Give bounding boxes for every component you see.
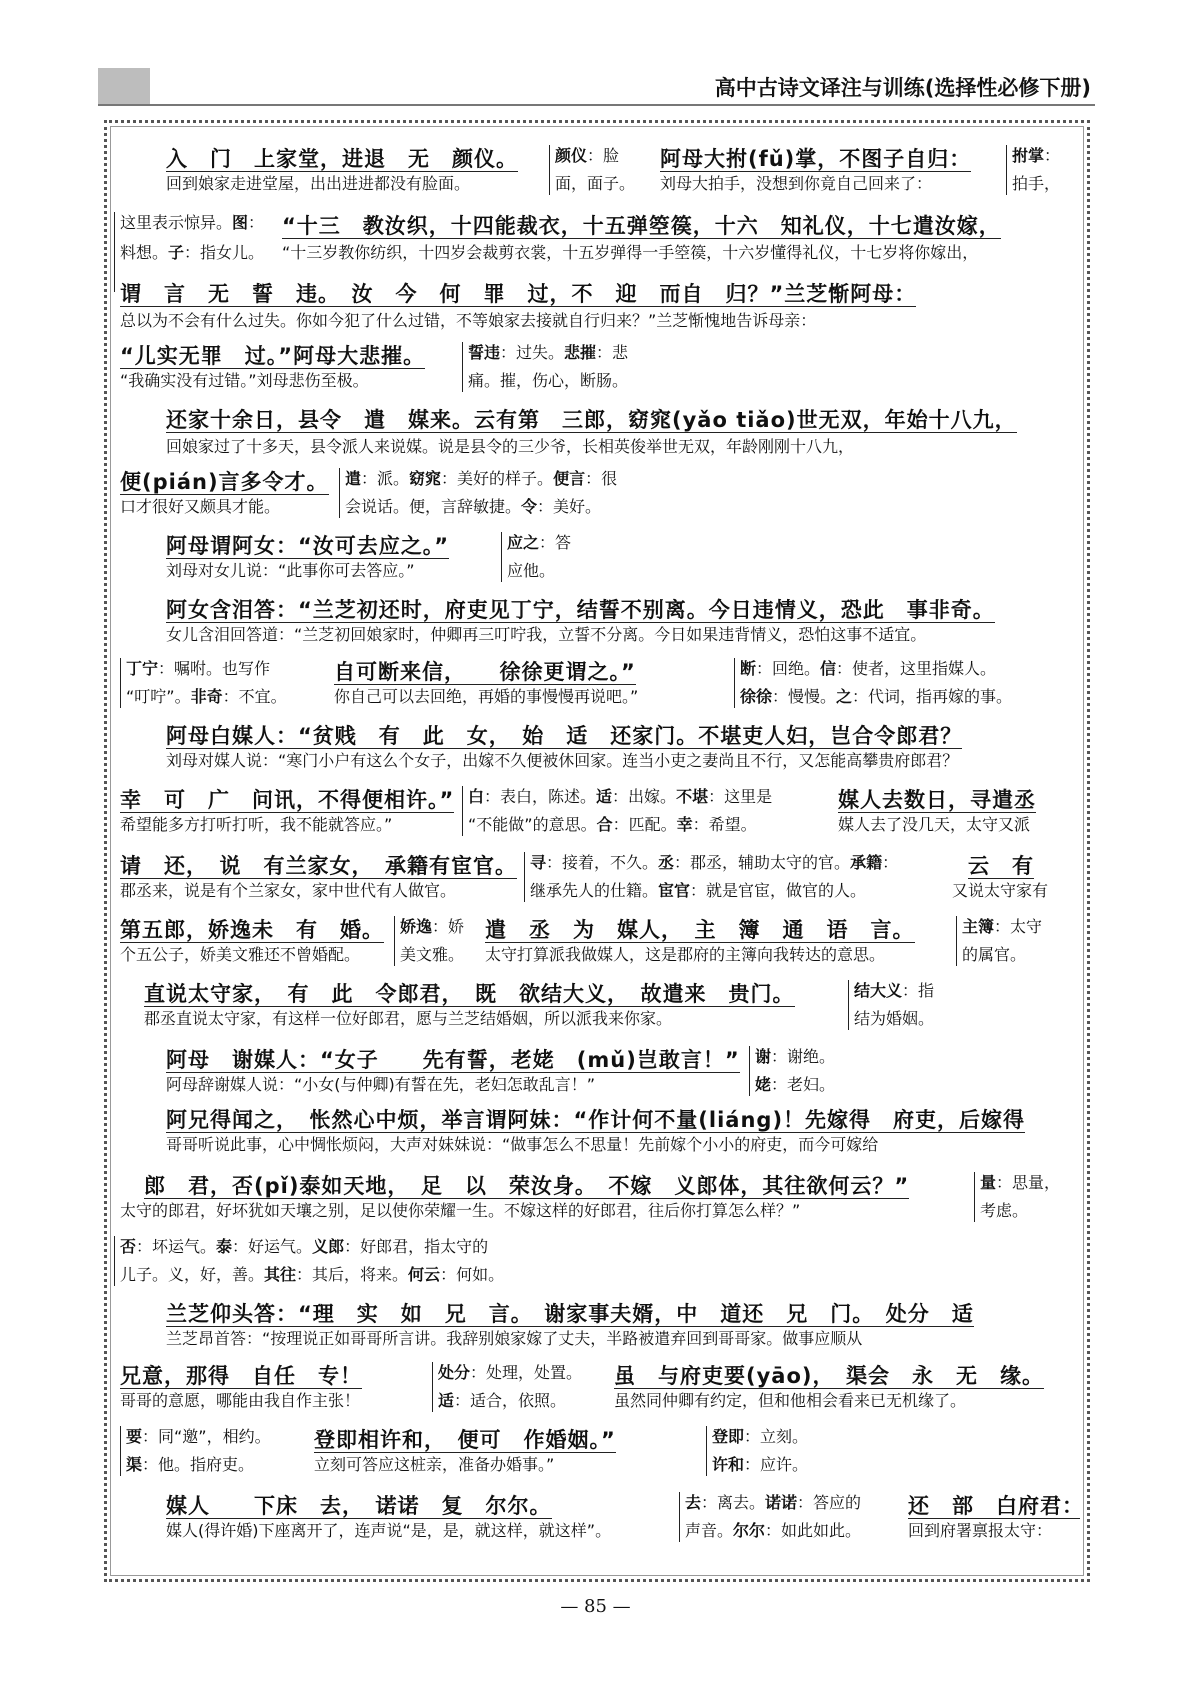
original-underline: [166, 1072, 740, 1073]
annotation-line: 登即：立刻。: [712, 1427, 809, 1446]
original-underline: [166, 171, 518, 172]
annotation-bracket: [974, 1172, 975, 1222]
annotation-bracket: [120, 1426, 121, 1476]
original-underline: [166, 558, 449, 559]
annotation-bracket: [749, 1046, 750, 1096]
annotation-line: 誓违：过失。悲摧：悲: [468, 343, 629, 362]
annotation-bracket: [706, 1426, 707, 1476]
annotation-bracket: [734, 658, 735, 708]
original-underline: [120, 494, 329, 495]
translation-line: 太守的郎君，好坏犹如天壤之别，足以使你荣耀一生。不嫁这样的好郎君，往后你打算怎么样？”: [120, 1201, 801, 1220]
annotation-line: 声音。尔尔：如此如此。: [685, 1521, 862, 1540]
original-text-line: 阿母 谢媒人：“女子 先有誓，老姥 (mǔ)岂敢言！”: [166, 1048, 740, 1072]
original-underline: [660, 171, 971, 172]
translation-line: 回到娘家走进堂屋，出出进进都没有脸面。: [166, 174, 471, 193]
original-text-line: 还 部 白府君：: [908, 1494, 1084, 1518]
original-text-line: 郎 君，否(pǐ)泰如天地， 足 以 荣汝身。 不嫁 义郎体，其往欲何云？”: [144, 1174, 910, 1198]
annotation-line: 儿子。义，好，善。其往：其后，将来。何云：何如。: [120, 1265, 505, 1284]
original-underline: [120, 368, 425, 369]
original-text-line: 登即相许和， 便可 作婚姻。”: [314, 1428, 616, 1452]
annotation-line: 寻：接着，不久。丞：郡丞，辅助太守的官。承籍：: [530, 853, 899, 872]
original-underline: [334, 684, 636, 685]
annotation-line: “不能做”的意思。合：匹配。幸：希望。: [468, 815, 757, 834]
book-title: 高中古诗文译注与训练(选择性必修下册): [714, 76, 1091, 100]
translation-line: 个五公子，娇美文雅还不曾婚配。: [120, 945, 361, 964]
translation-line: 虽然同仲卿有约定，但和他相会看来已无机缘了。: [614, 1391, 967, 1410]
translation-line: 阿母辞谢媒人说：“小女(与仲卿)有誓在先，老妇怎敢乱言！”: [166, 1075, 596, 1094]
annotation-line: 处分：处理，处置。: [438, 1363, 583, 1382]
annotation-line: 白：表白，陈述。适：出嫁。不堪：这里是: [468, 787, 773, 806]
original-text-line: 请 还， 说 有兰家女， 承籍有宦官。: [120, 854, 517, 878]
translation-line: 回娘家过了十多天，县令派人来说媒。说是县令的三少爷，长相英俊举世无双，年龄刚刚十八九，: [166, 437, 855, 456]
page-number: — 85 —: [560, 1596, 631, 1617]
original-underline: [314, 1452, 616, 1453]
annotation-bracket: [339, 468, 340, 518]
original-text-line: 兰芝仰头答：“理 实 如 兄 言。 谢家事夫婿，中 道还 兄 门。 处分 适: [166, 1302, 974, 1326]
original-text-line: 入 门 上家堂，进退 无 颜仪。: [166, 147, 518, 171]
original-underline: [838, 812, 1036, 813]
original-text-line: 第五郎，娇逸未 有 婚。: [120, 918, 384, 942]
translation-line: 总以为不会有什么过失。你如今犯了什么过错，不等娘家去接就自行归来？”兰芝惭愧地告诉母亲：: [120, 311, 817, 330]
annotation-line: 否：坏运气。泰：好运气。义郎：好郎君，指太守的: [120, 1237, 489, 1256]
annotation-line: 要：同“邀”，相约。: [126, 1427, 271, 1446]
annotation-line: 适：适合，依照。: [438, 1391, 567, 1410]
original-underline: [120, 812, 454, 813]
original-underline: [485, 942, 915, 943]
original-text-line: 阿兄得闻之， 怅然心中烦，举言谓阿妹：“作计何不量(liáng)！先嫁得 府吏，后嫁得: [166, 1108, 1026, 1132]
annotation-bracket: [462, 342, 463, 392]
annotation-line: 谢：谢绝。: [755, 1047, 836, 1066]
original-text-line: 遣 丞 为 媒人， 主 簿 通 语 言。: [485, 918, 915, 942]
translation-line: “十三岁教你纺织，十四岁会裁剪衣裳，十五岁弹得一手箜篌，十六岁懂得礼仪，十七岁将你嫁出，: [282, 243, 979, 262]
annotation-line: 拍手，: [1012, 174, 1061, 193]
translation-line: 回到府署禀报太守：: [908, 1521, 1053, 1540]
annotation-line: 这里表示惊异。图：: [120, 213, 265, 232]
original-underline: [120, 878, 517, 879]
annotation-line: 会说话。便，言辞敏捷。令：美好。: [345, 497, 602, 516]
annotation-line: 颜仪：脸: [555, 146, 620, 165]
annotation-bracket: [394, 916, 395, 966]
translation-line: 你自己可以去回绝，再婚的事慢慢再说吧。”: [334, 687, 639, 706]
annotation-line: 的属官。: [962, 945, 1027, 964]
annotation-line: 面，面子。: [555, 174, 636, 193]
annotation-line: 结大义：指: [854, 981, 935, 1000]
original-underline: [166, 748, 962, 749]
original-text-line: 媒人 下床 去， 诺诺 复 尔尔。: [166, 1494, 552, 1518]
annotation-bracket: [549, 145, 550, 195]
original-underline: [120, 942, 384, 943]
translation-line: 哥哥听说此事，心中惆怅烦闷，大声对妹妹说：“做事怎么不思量！先前嫁个小小的府吏，而今可嫁给: [166, 1135, 879, 1154]
original-text-line: 谓 言 无 誓 违。 汝 今 何 罪 过，不 迎 而自 归？”兰芝惭阿母：: [120, 282, 917, 306]
annotation-line: “叮咛”。非奇：不宜。: [126, 687, 287, 706]
original-text-line: 还家十余日，县令 遣 媒来。云有第 三郎，窈窕(yǎo tiǎo)世无双，年始十八九，: [166, 408, 1017, 432]
original-text-line: 兄意，那得 自任 专！: [120, 1364, 362, 1388]
annotation-line: 遣：派。窈窕：美好的样子。便言：很: [345, 469, 618, 488]
header-gray-block: [98, 68, 150, 104]
original-underline: [166, 1132, 1025, 1133]
original-text-line: 阿母白媒人：“贫贱 有 此 女， 始 适 还家门。不堪吏人妇，岂合令郎君？: [166, 724, 963, 748]
annotation-bracket: [114, 1236, 115, 1286]
original-text-line: 阿母大拊(fǔ)掌，不图子自归：: [660, 147, 972, 171]
annotation-line: 应之：答: [507, 533, 572, 552]
translation-line: 希望能多方打听打听，我不能就答应。”: [120, 815, 393, 834]
annotation-line: 渠：他。指府吏。: [126, 1455, 255, 1474]
translation-line: 郡丞来，说是有个兰家女，家中世代有人做官。: [120, 881, 457, 900]
annotation-line: 应他。: [507, 561, 556, 580]
original-text-line: 幸 可 广 问讯，不得便相许。”: [120, 788, 455, 812]
original-text-line: 自可断来信， 徐徐更谓之。”: [334, 660, 636, 684]
translation-line: “我确实没有过错。”刘母悲伤至极。: [120, 371, 369, 390]
annotation-bracket: [114, 242, 115, 292]
translation-line: 又说太守家有: [952, 881, 1049, 900]
original-text-line: “儿实无罪 过。”阿母大悲摧。: [120, 344, 426, 368]
annotation-line: 去：离去。诺诺：答应的: [685, 1493, 862, 1512]
annotation-bracket: [679, 1492, 680, 1542]
original-underline: [166, 622, 995, 623]
annotation-line: 断：回绝。信：使者，这里指媒人。: [740, 659, 997, 678]
translation-line: 刘母对女儿说：“此事你可去答应。”: [166, 561, 415, 580]
annotation-line: 丁宁：嘱咐。也写作: [126, 659, 271, 678]
annotation-bracket: [501, 532, 502, 582]
original-underline: [908, 1518, 1080, 1519]
annotation-bracket: [524, 852, 525, 902]
original-text-line: “十三 教汝织，十四能裁衣，十五弹箜篌，十六 知礼仪，十七遣汝嫁，: [282, 214, 1001, 238]
annotation-line: 量：思量，: [980, 1173, 1061, 1192]
annotation-bracket: [462, 786, 463, 836]
original-text-line: 媒人去数日，寻遣丞: [838, 788, 1036, 812]
annotation-bracket: [956, 916, 957, 966]
header-rule: [98, 104, 1095, 106]
original-text-line: 云 有: [968, 854, 1034, 878]
translation-line: 媒人(得许婚)下座离开了，连声说“是，是，就这样，就这样”。: [166, 1521, 612, 1540]
annotation-bracket: [1006, 145, 1007, 195]
annotation-line: 主簿：太守: [962, 917, 1043, 936]
original-underline: [166, 1518, 552, 1519]
original-text-line: 虽 与府吏要(yāo)， 渠会 永 无 缘。: [614, 1364, 1044, 1388]
original-underline: [282, 238, 1001, 239]
annotation-line: 继承先人的仕籍。宦官：就是官宦，做官的人。: [530, 881, 867, 900]
annotation-line: 料想。子：指女儿。: [120, 243, 265, 262]
translation-line: 兰芝昂首答：“按理说正如哥哥所言讲。我辞别娘家嫁了丈夫，半路被遣弃回到哥哥家。做事应顺从: [166, 1329, 863, 1348]
original-text-line: 阿母谓阿女：“汝可去应之。”: [166, 534, 450, 558]
translation-line: 口才很好又颇具才能。: [120, 497, 281, 516]
original-underline: [614, 1388, 1044, 1389]
annotation-bracket: [848, 980, 849, 1030]
original-text-line: 便(pián)言多令才。: [120, 470, 329, 494]
annotation-line: 娇逸：娇: [400, 917, 465, 936]
translation-line: 媒人去了没几天，太守又派: [838, 815, 1031, 834]
original-underline: [144, 1006, 795, 1007]
annotation-line: 痛。摧，伤心，断肠。: [468, 371, 629, 390]
translation-line: 郡丞直说太守家，有这样一位好郎君，愿与兰芝结婚姻，所以派我来你家。: [144, 1009, 673, 1028]
original-underline: [144, 1198, 909, 1199]
annotation-line: 考虑。: [980, 1201, 1029, 1220]
translation-line: 刘母对媒人说：“寒门小户有这么个女子，出嫁不久便被休回家。连当小吏之妻尚且不行，又怎能高攀贵府郎君？: [166, 751, 959, 770]
original-underline: [166, 432, 1017, 433]
translation-line: 立刻可答应这桩亲，准备办婚事。”: [314, 1455, 555, 1474]
annotation-bracket: [120, 658, 121, 708]
annotation-line: 姥：老妇。: [755, 1075, 836, 1094]
original-underline: [120, 306, 916, 307]
translation-line: 刘母大拍手，没想到你竟自己回来了：: [660, 174, 933, 193]
translation-line: 哥哥的意愿，哪能由我自作主张！: [120, 1391, 361, 1410]
translation-line: 太守打算派我做媒人，这是郡府的主簿向我转达的意思。: [485, 945, 886, 964]
original-underline: [120, 1388, 362, 1389]
translation-line: 女儿含泪回答道：“兰芝初回娘家时，仲卿再三叮咛我，立誓不分离。今日如果违背情义，恐怕这事不适宜。: [166, 625, 927, 644]
original-text-line: 阿女含泪答：“兰芝初还时，府吏见丁宁，结誓不别离。今日违情义，恐此 事非奇。: [166, 598, 995, 622]
original-underline: [968, 878, 1034, 879]
annotation-line: 结为婚姻。: [854, 1009, 935, 1028]
original-underline: [166, 1326, 974, 1327]
original-text-line: 直说太守家， 有 此 令郎君， 既 欲结大义， 故遣来 贵门。: [144, 982, 795, 1006]
annotation-line: 拊掌：: [1012, 146, 1061, 165]
annotation-line: 美文雅。: [400, 945, 465, 964]
annotation-line: 徐徐：慢慢。之：代词，指再嫁的事。: [740, 687, 1013, 706]
annotation-line: 许和：应许。: [712, 1455, 809, 1474]
annotation-bracket: [432, 1362, 433, 1412]
